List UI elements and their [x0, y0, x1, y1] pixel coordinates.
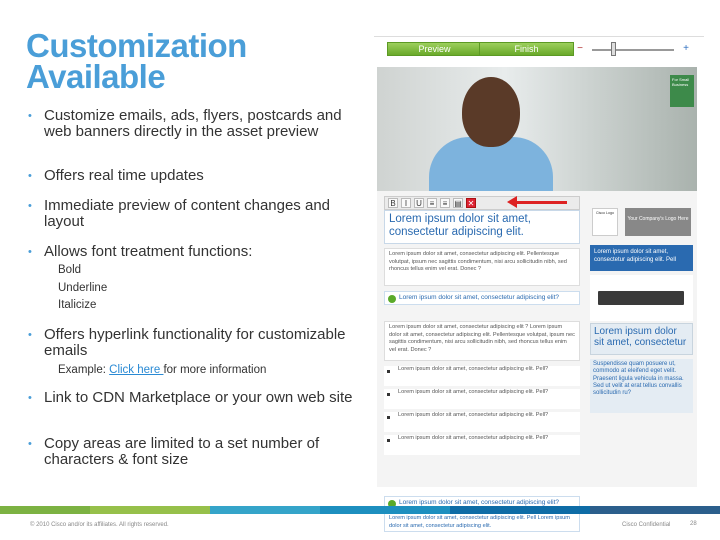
font-function-underline: Underline	[58, 282, 108, 294]
align-center-icon[interactable]: ≡	[440, 198, 450, 208]
list-item-text: Lorem ipsum dolor sit amet, consectetur adipiscing elit. Pell?	[398, 366, 549, 372]
title-line-2: Available	[26, 58, 166, 95]
bullet-text: Allows font treatment functions:	[44, 243, 253, 260]
italic-icon[interactable]: I	[401, 198, 411, 208]
bullet-dot-icon: •	[28, 110, 32, 122]
example-prefix: Example:	[58, 364, 110, 376]
bullet-text: Customize emails, ads, flyers, postcards and web banners directly in the asset preview	[44, 107, 342, 140]
bullet-font	[28, 244, 358, 260]
bullet-text: Immediate preview of content changes and layout	[44, 197, 331, 230]
network-switch-image	[598, 291, 684, 305]
bullet-hyperlink	[28, 327, 358, 359]
list-item[interactable]	[384, 366, 580, 386]
bullet-text: Offers hyperlink functionality for customizable emails	[44, 326, 346, 359]
cta-text: Lorem ipsum dolor sit amet, consectetur adipiscing elit?	[399, 499, 560, 506]
footer-bar-segment	[90, 506, 210, 514]
list-item-text: Lorem ipsum dolor sit amet, consectetur adipiscing elit. Pell?	[398, 412, 549, 418]
zoom-slider-handle[interactable]	[611, 42, 616, 56]
company-logo-placeholder[interactable]: Your Company's Logo Here	[625, 208, 691, 236]
footer-copy-field[interactable]: Lorem ipsum dolor sit amet, consectetur adipiscing elit. Pell Lorem ipsum dolor sit amet, consectetur adipiscing elit.	[384, 512, 580, 532]
hero-image	[377, 67, 697, 191]
font-function-bold: Bold	[58, 264, 82, 276]
bullet-dot-icon: •	[28, 200, 32, 212]
page-number: 28	[690, 521, 697, 527]
preview-toolbar	[374, 37, 704, 63]
footer-color-bar	[0, 506, 720, 514]
person-head	[462, 77, 520, 147]
sidebar-blue-banner[interactable]: Lorem ipsum dolor sit amet, consectetur adipiscing elit. Pell	[590, 245, 693, 271]
bullet-dot-icon: •	[28, 392, 32, 404]
bullet-dot-icon: •	[28, 438, 32, 450]
bullet-realtime	[28, 168, 358, 184]
list-item[interactable]	[384, 389, 580, 409]
list-bullet-icon	[387, 370, 390, 373]
bullet-link	[28, 390, 358, 406]
hyperlink-example	[58, 364, 266, 376]
bullet-customize	[28, 108, 358, 140]
close-icon[interactable]: ✕	[467, 199, 475, 208]
format-toolbar	[384, 196, 580, 210]
body-copy-field[interactable]: Lorem ipsum dolor sit amet, consectetur adipiscing elit. Pellentesque volutpat, ipsum nec sagittis condimentum, nisi arcu sollicitudin nibh, sed rhoncus tellus enim vel erat. Donec ?	[384, 248, 580, 286]
title-line-1: Customization	[26, 27, 247, 64]
underline-icon[interactable]: U	[414, 198, 424, 208]
bullet-preview	[28, 198, 358, 230]
list-item-text: Lorem ipsum dolor sit amet, consectetur adipiscing elit. Pell?	[398, 389, 549, 395]
bullet-text: Link to CDN Marketplace or your own web site	[44, 389, 353, 406]
cisco-logo: Cisco Logo	[592, 208, 618, 236]
list-item[interactable]	[384, 412, 580, 432]
arrow-bullet-icon	[388, 295, 396, 303]
zoom-slider-track[interactable]	[592, 49, 674, 51]
list-bullet-icon	[387, 439, 390, 442]
body-copy-field-2[interactable]: Lorem ipsum dolor sit amet, consectetur adipiscing elit ? Lorem ipsum dolor sit amet, consectetur adipiscing elit. Pellentesque volutpat, ipsum nec sagittis condimentum, nisi arcu sollicitudin nibh, sed rhoncus tellus enim vel erat. Donec ?	[384, 321, 580, 361]
cta-link-1[interactable]	[384, 291, 580, 305]
bullet-text: Copy areas are limited to a set number of characters & font size	[44, 435, 320, 468]
footer-bar-segment	[450, 506, 590, 514]
bullet-dot-icon: •	[28, 329, 32, 341]
copyright-text: © 2010 Cisco and/or its affiliates. All rights reserved.	[30, 522, 169, 528]
bullet-dot-icon: •	[28, 246, 32, 258]
list-bullet-icon	[387, 416, 390, 419]
click-here-link[interactable]: Click here	[109, 364, 164, 376]
finish-button[interactable]: Finish	[479, 42, 574, 56]
list-item-text: Lorem ipsum dolor sit amet, consectetur adipiscing elit. Pell?	[398, 435, 549, 441]
sidebar-text-field[interactable]: Suspendisse quam posuere ut, commodo at eleifend eget velit. Praesent ligula vehicula in massa. Sed ut velit at erat tellus convallis sollicitudin ru?	[590, 359, 693, 413]
list-item[interactable]	[384, 435, 580, 455]
cta-text: Lorem ipsum dolor sit amet, consectetur adipiscing elit?	[399, 294, 560, 301]
product-image	[590, 275, 693, 321]
sidebar-heading-field[interactable]: Lorem ipsum dolor sit amet, consectetur	[590, 323, 693, 355]
headline-field[interactable]: Lorem ipsum dolor sit amet, consectetur adipiscing elit.	[384, 210, 580, 244]
confidential-text: Cisco Confidential	[622, 522, 671, 528]
small-business-badge: For Small Business	[670, 75, 694, 107]
slide-title	[26, 27, 356, 95]
footer-bar-segment	[590, 506, 720, 514]
example-suffix: for more information	[163, 364, 267, 376]
bullet-text: Offers real time updates	[44, 167, 204, 184]
align-left-icon[interactable]: ≡	[427, 198, 437, 208]
link-icon[interactable]: ▤	[454, 199, 462, 208]
preview-button[interactable]: Preview	[387, 42, 482, 56]
zoom-in-icon[interactable]: +	[683, 43, 689, 54]
zoom-out-icon[interactable]: −	[577, 43, 583, 54]
list-bullet-icon	[387, 393, 390, 396]
pointer-arrow-shaft	[513, 201, 567, 204]
footer-bar-segment	[320, 506, 450, 514]
font-function-italicize: Italicize	[58, 299, 97, 311]
bullet-dot-icon: •	[28, 170, 32, 182]
bullet-copy	[28, 436, 358, 468]
logo-row	[590, 205, 693, 241]
footer-bar-segment	[210, 506, 320, 514]
footer-bar-segment	[0, 506, 90, 514]
bold-icon[interactable]: B	[388, 198, 398, 208]
